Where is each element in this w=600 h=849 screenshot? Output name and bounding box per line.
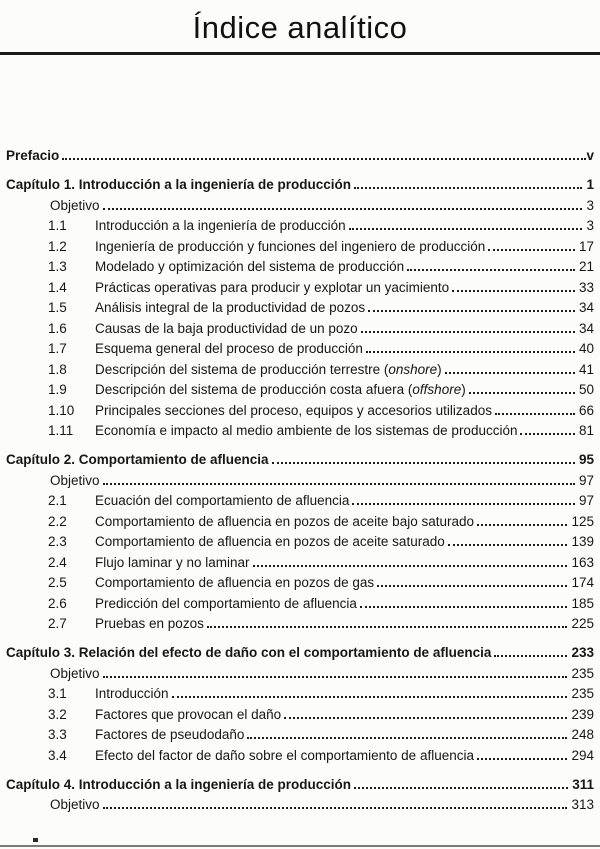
dot-leader — [477, 758, 567, 760]
toc-entry-section-2.5 — [6, 576, 594, 590]
toc-entry-front — [6, 149, 594, 163]
entry-label: Comportamiento de afluencia en pozos de aceite bajo saturado — [95, 513, 474, 529]
toc-entry-objective — [6, 798, 594, 812]
entry-page-number: 3 — [586, 218, 594, 233]
entry-label: Objetivo — [50, 472, 100, 488]
dot-leader — [494, 655, 567, 657]
toc-entry-section-3.3 — [6, 728, 594, 742]
section-number: 2.2 — [48, 513, 67, 529]
entry-page-number: 97 — [578, 472, 594, 488]
entry-label: Flujo laminar y no laminar — [95, 554, 250, 570]
toc-list — [0, 55, 600, 812]
entry-label: Factores que provocan el daño — [95, 706, 282, 722]
toc-entry-objective — [6, 667, 594, 681]
entry-label: Capítulo 1. Introducción a la ingeniería de producción — [6, 177, 352, 192]
entry-label: Descripción del sistema de producción terrestre (onshore) — [95, 361, 442, 377]
entry-page-number: 311 — [572, 776, 594, 792]
toc-entry-section-2.3 — [6, 535, 594, 549]
entry-label: Comportamiento de afluencia en pozos de gas — [95, 575, 375, 590]
toc-entry-chapter — [6, 453, 594, 467]
toc-entry-section-3.4 — [6, 749, 594, 763]
section-number: 1.4 — [48, 279, 67, 295]
entry-page-number: 235 — [571, 665, 594, 681]
toc-entry-objective — [6, 474, 594, 488]
entry-label: Pruebas en pozos — [95, 616, 204, 631]
dot-leader — [349, 228, 583, 230]
entry-page-number: 3 — [586, 197, 594, 213]
entry-label: Ecuación del comportamiento de afluencia — [95, 493, 350, 508]
entry-page-number: 95 — [578, 452, 594, 467]
dot-leader — [172, 696, 568, 698]
dot-leader — [366, 351, 575, 353]
dot-leader — [452, 290, 575, 292]
entry-label: Modelado y optimización del sistema de producción — [95, 259, 405, 274]
section-number: 2.4 — [48, 554, 67, 570]
entry-page-number: 21 — [578, 259, 594, 274]
entry-page-number: 33 — [578, 279, 594, 295]
section-number: 3.4 — [48, 747, 67, 763]
dot-leader — [520, 433, 574, 435]
entry-page-number: 235 — [571, 686, 594, 701]
entry-page-number: 66 — [578, 402, 594, 418]
dot-leader — [361, 331, 575, 333]
dot-leader — [469, 392, 575, 394]
entry-page-number: 185 — [571, 595, 594, 611]
dot-leader — [352, 503, 575, 505]
dot-leader — [103, 807, 568, 809]
dot-leader — [360, 606, 568, 608]
entry-label: Objetivo — [50, 665, 100, 681]
entry-page-number: 17 — [578, 238, 594, 254]
entry-page-number: 233 — [571, 645, 594, 660]
section-number: 3.2 — [48, 706, 67, 722]
dot-leader — [354, 187, 582, 189]
section-number: 2.6 — [48, 595, 67, 611]
entry-label: Principales secciones del proceso, equipos y accesorios utilizados — [95, 402, 492, 418]
toc-entry-section-1.9 — [6, 383, 594, 397]
entry-label: Introducción a la ingeniería de producción — [95, 218, 346, 233]
toc-entry-section-1.1 — [6, 219, 594, 233]
section-number: 1.6 — [48, 320, 67, 336]
toc-entry-section-1.2 — [6, 240, 594, 254]
toc-entry-section-3.2 — [6, 708, 594, 722]
toc-entry-section-1.4 — [6, 281, 594, 295]
section-number: 1.7 — [48, 341, 67, 356]
entry-label: Capítulo 2. Comportamiento de afluencia — [6, 452, 269, 467]
toc-entry-chapter — [6, 778, 594, 792]
dot-leader — [247, 737, 567, 739]
toc-entry-section-1.8 — [6, 363, 594, 377]
section-number: 1.2 — [48, 238, 67, 254]
entry-label: Economía e impacto al medio ambiente de los sistemas de producción — [95, 423, 518, 438]
section-number: 1.11 — [48, 423, 74, 438]
dot-leader — [448, 544, 568, 546]
entry-page-number: 97 — [578, 493, 594, 508]
entry-page-number: 1 — [586, 177, 594, 192]
section-number: 3.1 — [48, 686, 67, 701]
entry-page-number: 34 — [578, 320, 594, 336]
dot-leader — [103, 483, 575, 485]
dot-leader — [284, 717, 567, 719]
dot-leader — [253, 565, 568, 567]
dot-leader — [207, 626, 568, 628]
entry-label: Comportamiento de afluencia en pozos de aceite saturado — [95, 534, 445, 549]
section-number: 2.7 — [48, 616, 67, 631]
toc-entry-section-1.6 — [6, 322, 594, 336]
entry-page-number: 40 — [578, 341, 594, 356]
dot-leader — [354, 787, 568, 789]
entry-label: Prácticas operativas para producir y explotar un yacimiento — [95, 279, 450, 295]
toc-entry-section-1.3 — [6, 260, 594, 274]
toc-entry-chapter — [6, 178, 594, 192]
entry-label: Objetivo — [50, 797, 100, 812]
entry-page-number: 81 — [578, 423, 594, 438]
entry-page-number: 225 — [571, 616, 594, 631]
entry-page-number: 248 — [571, 727, 594, 742]
entry-page-number: 174 — [571, 575, 594, 590]
entry-page-number: 163 — [571, 554, 594, 570]
section-number: 1.1 — [48, 218, 67, 233]
entry-label: Objetivo — [50, 197, 100, 213]
toc-entry-section-3.1 — [6, 687, 594, 701]
section-number: 1.10 — [48, 402, 75, 418]
entry-label: Efecto del factor de daño sobre el comportamiento de afluencia — [95, 747, 474, 763]
dot-leader — [272, 462, 575, 464]
page-bottom-scan-line — [0, 845, 600, 847]
dot-leader — [103, 208, 583, 210]
entry-label: Capítulo 4. Introducción a la ingeniería de producción — [6, 776, 352, 792]
dot-leader — [103, 676, 568, 678]
entry-label: Capítulo 3. Relación del efecto de daño con el comportamiento de afluencia — [6, 645, 492, 660]
toc-entry-chapter — [6, 646, 594, 660]
dot-leader — [368, 310, 575, 312]
section-number: 2.3 — [48, 534, 67, 549]
toc-entry-section-2.1 — [6, 494, 594, 508]
entry-label: Descripción del sistema de producción costa afuera (offshore) — [95, 382, 466, 397]
section-number: 1.8 — [48, 361, 67, 377]
toc-entry-section-1.5 — [6, 301, 594, 315]
toc-entry-section-2.4 — [6, 556, 594, 570]
section-number: 1.3 — [48, 259, 67, 274]
entry-label: Introducción — [95, 686, 169, 701]
entry-page-number: 239 — [571, 706, 594, 722]
entry-label: Esquema general del proceso de producción — [95, 341, 363, 356]
section-number: 1.9 — [48, 382, 67, 397]
entry-page-number: 50 — [578, 382, 594, 397]
scan-artifact — [33, 838, 38, 842]
entry-label: Factores de pseudodaño — [95, 727, 245, 742]
entry-page-number: 41 — [578, 361, 594, 377]
dot-leader — [488, 249, 575, 251]
entry-page-number: v — [586, 148, 594, 163]
entry-label: Causas de la baja productividad de un pozo — [95, 320, 358, 336]
toc-entry-objective — [6, 199, 594, 213]
toc-entry-section-2.6 — [6, 597, 594, 611]
entry-label: Ingeniería de producción y funciones del ingeniero de producción — [95, 238, 486, 254]
entry-label: Predicción del comportamiento de afluencia — [95, 595, 357, 611]
entry-label: Prefacio — [6, 148, 60, 163]
toc-entry-section-1.10 — [6, 404, 594, 418]
section-number: 3.3 — [48, 727, 67, 742]
section-number: 2.5 — [48, 575, 67, 590]
section-number: 1.5 — [48, 300, 67, 315]
entry-label: Análisis integral de la productividad de pozos — [95, 300, 366, 315]
page-title: Índice analítico — [192, 10, 408, 45]
dot-leader — [377, 585, 567, 587]
dot-leader — [495, 413, 575, 415]
toc-entry-section-1.11 — [6, 424, 594, 438]
entry-page-number: 313 — [571, 797, 594, 812]
toc-entry-section-2.2 — [6, 515, 594, 529]
section-number: 2.1 — [48, 493, 67, 508]
toc-entry-section-1.7 — [6, 342, 594, 356]
entry-page-number: 34 — [578, 300, 594, 315]
entry-page-number: 125 — [571, 513, 594, 529]
dot-leader — [445, 372, 575, 374]
entry-page-number: 294 — [571, 747, 594, 763]
dot-leader — [62, 158, 586, 160]
dot-leader — [407, 269, 575, 271]
toc-entry-section-2.7 — [6, 617, 594, 631]
dot-leader — [477, 524, 567, 526]
entry-page-number: 139 — [571, 534, 594, 549]
